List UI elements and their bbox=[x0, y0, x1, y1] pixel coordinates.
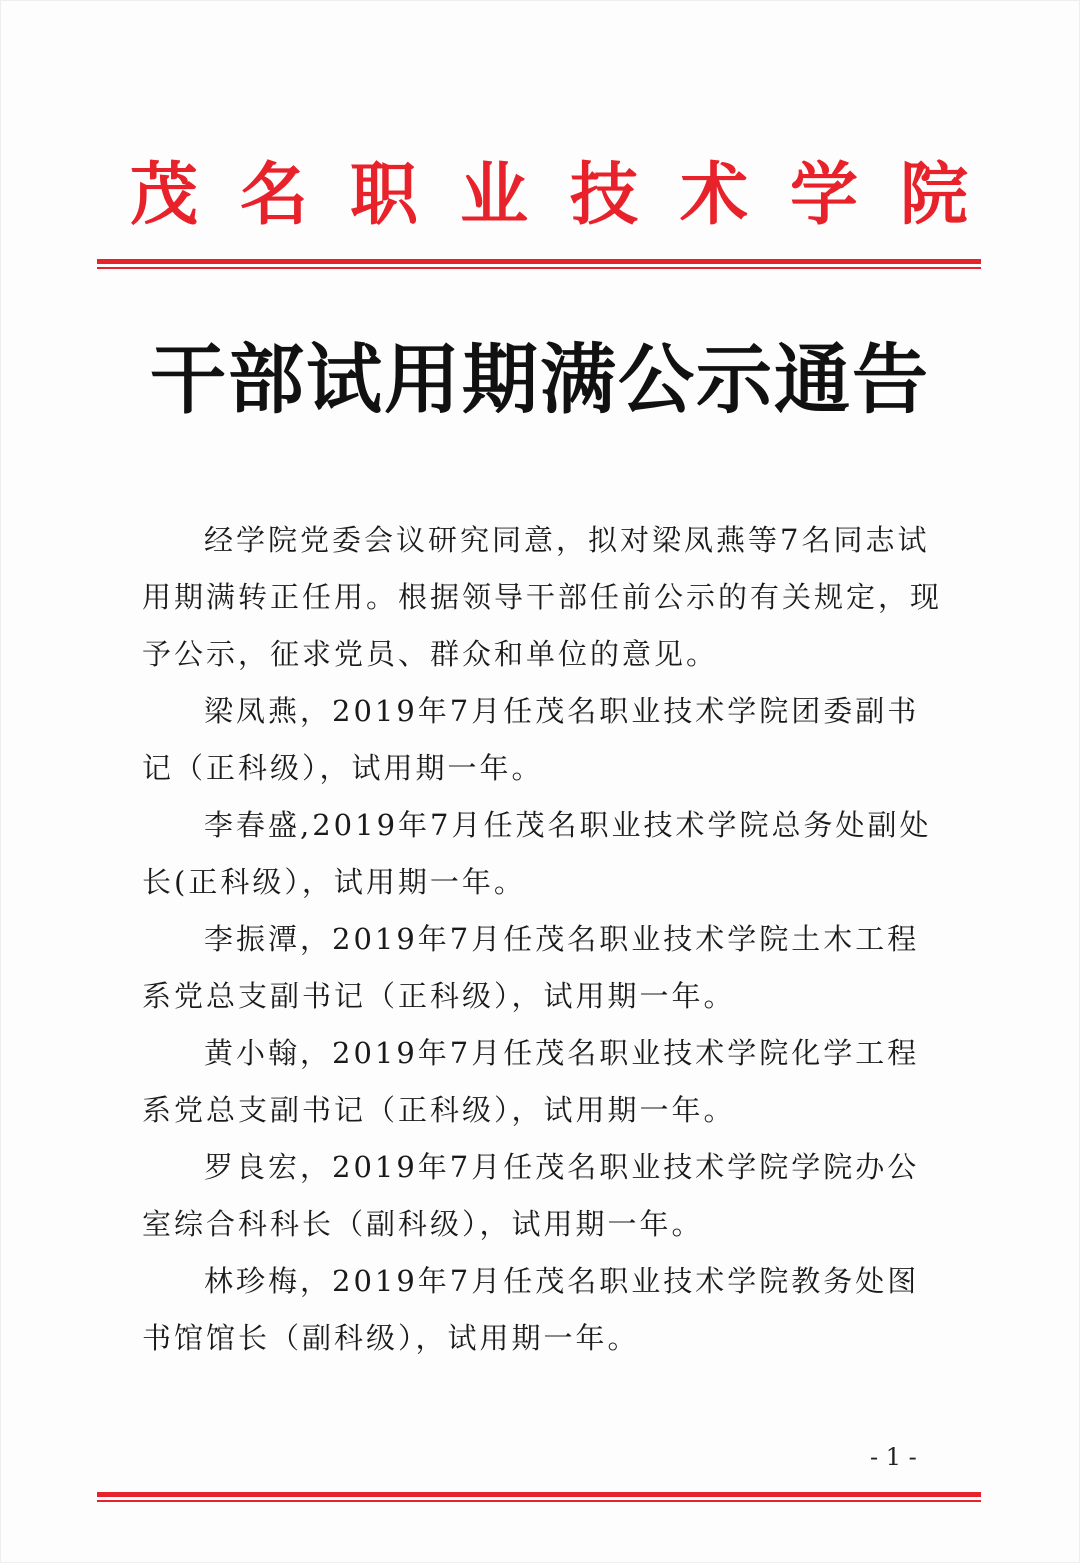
appointment-paragraph: 李春盛,2019年7月任茂名职业技术学院总务处副处长(正科级），试用期一年。 bbox=[142, 808, 932, 899]
appointment-paragraph: 梁凤燕，2019年7月任茂名职业技术学院团委副书记（正科级），试用期一年。 bbox=[142, 694, 920, 785]
footer-red-rule-thin bbox=[97, 1500, 981, 1502]
intro-paragraph: 经学院党委会议研究同意，拟对梁凤燕等7名同志试用期满转正任用。根据领导干部任前公示的有关规定，现予公示，征求党员、群众和单位的意见。 bbox=[142, 523, 943, 671]
appointment-paragraph: 李振潭，2019年7月任茂名职业技术学院土木工程系党总支副书记（正科级），试用期一年。 bbox=[142, 922, 920, 1013]
header-red-rule-thick bbox=[97, 259, 981, 264]
header-red-rule-thin bbox=[97, 267, 981, 269]
appointment-paragraph: 黄小翰，2019年7月任茂名职业技术学院化学工程系党总支副书记（正科级），试用期一年。 bbox=[142, 1036, 920, 1127]
page-number: - 1 - bbox=[870, 1443, 917, 1471]
institution-letterhead: 茂名职业技术学院 bbox=[130, 155, 1011, 235]
appointment-paragraph: 林珍梅，2019年7月任茂名职业技术学院教务处图书馆馆长（副科级），试用期一年。 bbox=[142, 1264, 920, 1355]
notice-title: 干部试用期满公示通告 bbox=[150, 335, 930, 424]
appointment-paragraph: 罗良宏，2019年7月任茂名职业技术学院学院办公室综合科科长（副科级），试用期一年。 bbox=[142, 1150, 920, 1241]
notice-body bbox=[142, 512, 942, 1367]
footer-red-rule-thick bbox=[97, 1492, 981, 1497]
